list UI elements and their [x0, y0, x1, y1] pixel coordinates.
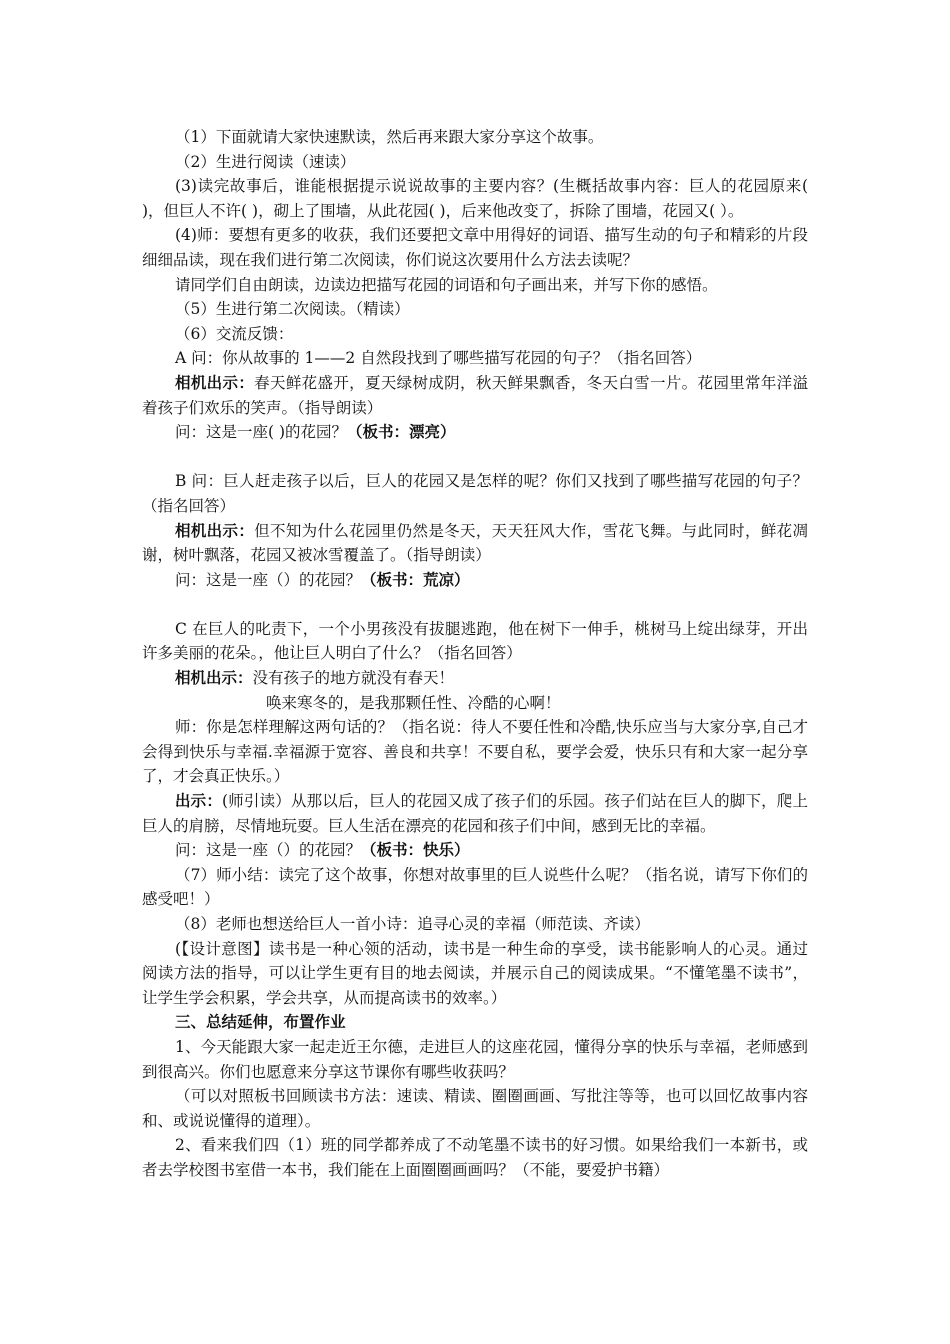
display-text: 春天鲜花盛开，夏天绿树成阴，秋天鲜果飘香，冬天白雪一片。花园里常年洋溢着孩子们欢乐的笑声。（指导朗读）	[142, 373, 808, 417]
blank-line	[142, 445, 808, 470]
paragraph-ask-a	[142, 420, 808, 445]
section-heading	[142, 1010, 808, 1035]
display-label: 相机出示：	[175, 520, 255, 540]
paragraph-instruction: 请同学们自由朗读，边读边把描写花园的词语和句子画出来，并写下你的感悟。	[175, 275, 718, 294]
paragraph-step-2: （2）生进行阅读（速读）	[175, 152, 356, 171]
paragraph-step-8: （8）老师也想送给巨人一首小诗：追寻心灵的幸福（师范读、齐读）	[175, 915, 650, 933]
display-label: 相机出示：	[175, 668, 253, 688]
document-body	[142, 125, 808, 1183]
display-text: (师引读）从那以后，巨人的花园又成了孩子们的乐园。孩子们站在巨人的脚下，爬上巨人的肩膀，尽情地玩耍。巨人生活在漂亮的花园和孩子们中间，感到无比的幸福。	[142, 792, 808, 835]
paragraph-step-4: (4)师：要想有更多的收获，我们还要把文章中用得好的词语、描写生动的句子和精彩的片段细细品读，现在我们进行第二次阅读，你们说这次要用什么方法去读呢？	[142, 226, 808, 269]
board-note: （板书：漂亮）	[347, 422, 456, 442]
display-label: 出示：	[175, 791, 223, 811]
paragraph-question-b: B 问：巨人赶走孩子以后，巨人的花园又是怎样的呢？你们又找到了哪些描写花园的句子？（指名回答）	[142, 472, 808, 515]
paragraph-step-6: （6）交流反馈：	[175, 324, 294, 343]
blank-line	[142, 592, 808, 617]
paragraph-display-d	[142, 789, 808, 838]
paragraph-ask-b	[142, 568, 808, 593]
paragraph-step-7: （7）师小结：读完了这个故事，你想对故事里的巨人说些什么呢？（指名说，请写下你们的感受吧！）	[142, 865, 808, 909]
board-note: （板书：快乐）	[361, 840, 470, 860]
paragraph-design-intent: (【设计意图】读书是一种心领的活动，读书是一种生命的享受，读书能影响人的心灵。通过阅读方法的指导，可以让学生更有目的地去阅读，并展示自己的阅读成果。“不懂笔墨不读书”，让学生学会积累，学会共享，从而提高读书的效率。）	[142, 939, 808, 1007]
paragraph-summary-1: 1、今天能跟大家一起走近王尔德，走进巨人的这座花园，懂得分享的快乐与幸福，老师感到到很高兴。你们也愿意来分享这节课你有哪些收获吗？	[142, 1037, 808, 1081]
paragraph-question-a: A 问：你从故事的 1——2 自然段找到了哪些描写花园的句子？（指名回答）	[175, 349, 702, 368]
paragraph-display-a	[142, 371, 808, 420]
display-text: 但不知为什么花园里仍然是冬天，天天狂风大作，雪花飞舞。与此同时，鲜花凋谢，树叶飘落，花园又被冰雪覆盖了。（指导朗读）	[142, 521, 808, 565]
paragraph-step-1: （1）下面就请大家快速默读，然后再来跟大家分享这个故事。	[175, 128, 604, 146]
paragraph-question-c: C 在巨人的叱责下，一个小男孩没有拔腿逃跑，他在树下一伸手，桃树马上绽出绿芽，开出许多美丽的花朵。，他让巨人明白了什么？（指名回答）	[142, 619, 808, 663]
ask-text: 问：这是一座（）的花园？	[175, 841, 362, 860]
paragraph-display-b	[142, 519, 808, 568]
ask-text: 问：这是一座（）的花园？	[175, 570, 362, 589]
paragraph-step-5: （5）生进行第二次阅读。（精读）	[175, 300, 410, 319]
section-heading-text: 三、总结延伸，布置作业	[175, 1012, 346, 1032]
ask-text: 问：这是一座( )的花园？	[175, 423, 348, 442]
paragraph-step-3: (3)读完故事后，谁能根据提示说说故事的主要内容？(生概括故事内容：巨人的花园原来( )，但巨人不许( )，砌上了围墙，从此花园( )，后来他改变了，拆除了围墙，花园又( ）。	[142, 177, 808, 220]
paragraph-summary-note: （可以对照板书回顾读书方法：速读、精读、圈圈画画、写批注等等，也可以回忆故事内容和、或说说懂得的道理）。	[142, 1087, 808, 1130]
paragraph-display-c	[142, 666, 808, 691]
display-label: 相机出示：	[175, 372, 255, 392]
display-text: 没有孩子的地方就没有春天！	[252, 669, 455, 688]
paragraph-ask-c	[142, 838, 808, 863]
paragraph-summary-2: 2、看来我们四（1）班的同学都养成了不动笔墨不读书的好习惯。如果给我们一本新书，或者去学校图书室借一本书，我们能在上面圈圈画画吗？（不能，要爱护书籍）	[142, 1136, 808, 1179]
board-note: （板书：荒凉）	[361, 569, 470, 589]
paragraph-display-c-line2: 唤来寒冬的，是我那颗任性、冷酷的心啊！	[266, 693, 561, 712]
paragraph-teacher-question: 师：你是怎样理解这两句话的？（指名说：待人不要任性和冷酷,快乐应当与大家分享,自己才会得到快乐与幸福.幸福源于宽容、善良和共享！不要自私，要学会爱，快乐只有和大家一起分享了，才会真正快乐。）	[142, 718, 808, 786]
